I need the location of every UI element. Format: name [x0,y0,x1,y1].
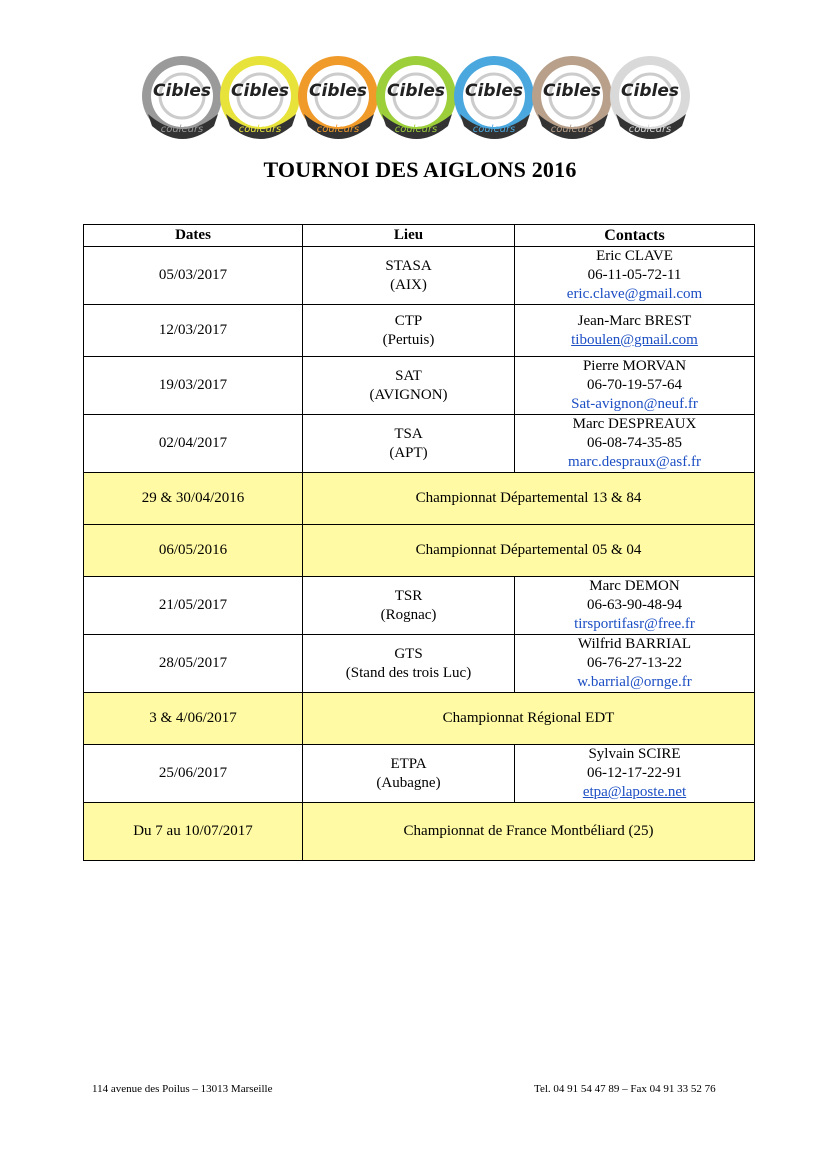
row-date: 28/05/2017 [84,635,303,693]
table-row [84,635,755,693]
svg-text:couleurs: couleurs [550,124,594,135]
row-date: 25/06/2017 [84,745,303,803]
contact-phone: 06-11-05-72-11 [587,267,682,283]
svg-text:Cibles: Cibles [231,81,289,101]
row-contact [515,415,755,473]
header-dates: Dates [84,225,303,247]
event-row [84,803,755,861]
event-row [84,525,755,577]
contact-email-link[interactable]: etpa@laposte.net [582,784,687,800]
row-contact [515,577,755,635]
table-row [84,305,755,357]
cibles-logo-yellow [218,52,302,144]
svg-text:Cibles: Cibles [309,81,367,101]
row-date: 06/05/2016 [84,525,303,577]
row-lieu: TSR (Rognac) [303,577,515,635]
contact-email-link[interactable]: marc.despraux@asf.fr [568,454,701,470]
table-row [84,357,755,415]
event-name: Championnat Régional EDT [303,693,755,745]
row-lieu: CTP (Pertuis) [303,305,515,357]
row-lieu: STASA (AIX) [303,247,515,305]
footer-address: 114 avenue des Poilus – 13013 Marseille [92,1083,273,1095]
cibles-logo-grey [140,52,224,144]
contact-email-link[interactable]: tirsportifasr@free.fr [574,616,695,632]
contact-phone: 06-70-19-57-64 [587,377,682,393]
row-date: Du 7 au 10/07/2017 [84,803,303,861]
svg-text:Cibles: Cibles [387,81,445,101]
row-date: 12/03/2017 [84,305,303,357]
tournament-table [83,224,755,861]
table-row [84,577,755,635]
contact-email-link[interactable]: Sat-avignon@neuf.fr [571,396,698,412]
contact-name: Wilfrid BARRIAL [577,636,692,652]
row-contact [515,247,755,305]
table-header-row [84,225,755,247]
header-lieu: Lieu [303,225,515,247]
contact-name: Marc DESPREAUX [572,416,697,432]
contact-name: Jean-Marc BREST [577,312,692,329]
event-name: Championnat Départemental 13 & 84 [303,473,755,525]
svg-text:Cibles: Cibles [465,81,523,101]
table-row [84,415,755,473]
cibles-logo-blue [452,52,536,144]
footer-contact: Tel. 04 91 54 47 89 – Fax 04 91 33 52 76 [534,1083,716,1095]
cibles-logo-brown [530,52,614,144]
contact-phone: 06-63-90-48-94 [587,597,682,613]
svg-text:couleurs: couleurs [394,124,438,135]
contact-email-link[interactable]: eric.clave@gmail.com [566,286,703,302]
row-date: 19/03/2017 [84,357,303,415]
row-contact [515,357,755,415]
row-date: 21/05/2017 [84,577,303,635]
row-lieu: SAT (AVIGNON) [303,357,515,415]
contact-phone: 06-76-27-13-22 [587,655,682,671]
row-lieu: TSA (APT) [303,415,515,473]
event-name: Championnat Départemental 05 & 04 [303,525,755,577]
row-lieu: GTS (Stand des trois Luc) [303,635,515,693]
row-lieu: ETPA (Aubagne) [303,745,515,803]
contact-phone: 06-08-74-35-85 [587,435,682,451]
contact-email-link[interactable]: w.barrial@ornge.fr [577,674,692,690]
row-date: 29 & 30/04/2016 [84,473,303,525]
table-row [84,247,755,305]
logo-banner [140,52,700,144]
table-row [84,745,755,803]
page-title: TOURNOI DES AIGLONS 2016 [263,157,577,182]
row-date: 3 & 4/06/2017 [84,693,303,745]
row-contact [515,305,755,357]
contact-email-link[interactable]: tiboulen@gmail.com [571,331,698,348]
svg-text:couleurs: couleurs [472,124,516,135]
event-name: Championnat de France Montbéliard (25) [303,803,755,861]
row-date: 02/04/2017 [84,415,303,473]
svg-text:couleurs: couleurs [316,124,360,135]
svg-text:Cibles: Cibles [543,81,601,101]
contact-phone: 06-12-17-22-91 [587,765,682,781]
svg-text:couleurs: couleurs [628,124,672,135]
cibles-logo-orange [296,52,380,144]
svg-text:couleurs: couleurs [160,124,204,135]
svg-text:Cibles: Cibles [621,81,679,101]
contact-name: Sylvain SCIRE [588,746,681,762]
header-contacts: Contacts [515,225,755,247]
event-row [84,473,755,525]
cibles-logo-green [374,52,458,144]
svg-text:Cibles: Cibles [153,81,211,101]
event-row [84,693,755,745]
row-contact [515,745,755,803]
row-contact [515,635,755,693]
cibles-logo-white [608,52,692,144]
contact-name: Pierre MORVAN [582,358,687,374]
contact-name: Eric CLAVE [596,248,673,264]
contact-name: Marc DEMON [589,578,680,594]
row-date: 05/03/2017 [84,247,303,305]
svg-text:couleurs: couleurs [238,124,282,135]
